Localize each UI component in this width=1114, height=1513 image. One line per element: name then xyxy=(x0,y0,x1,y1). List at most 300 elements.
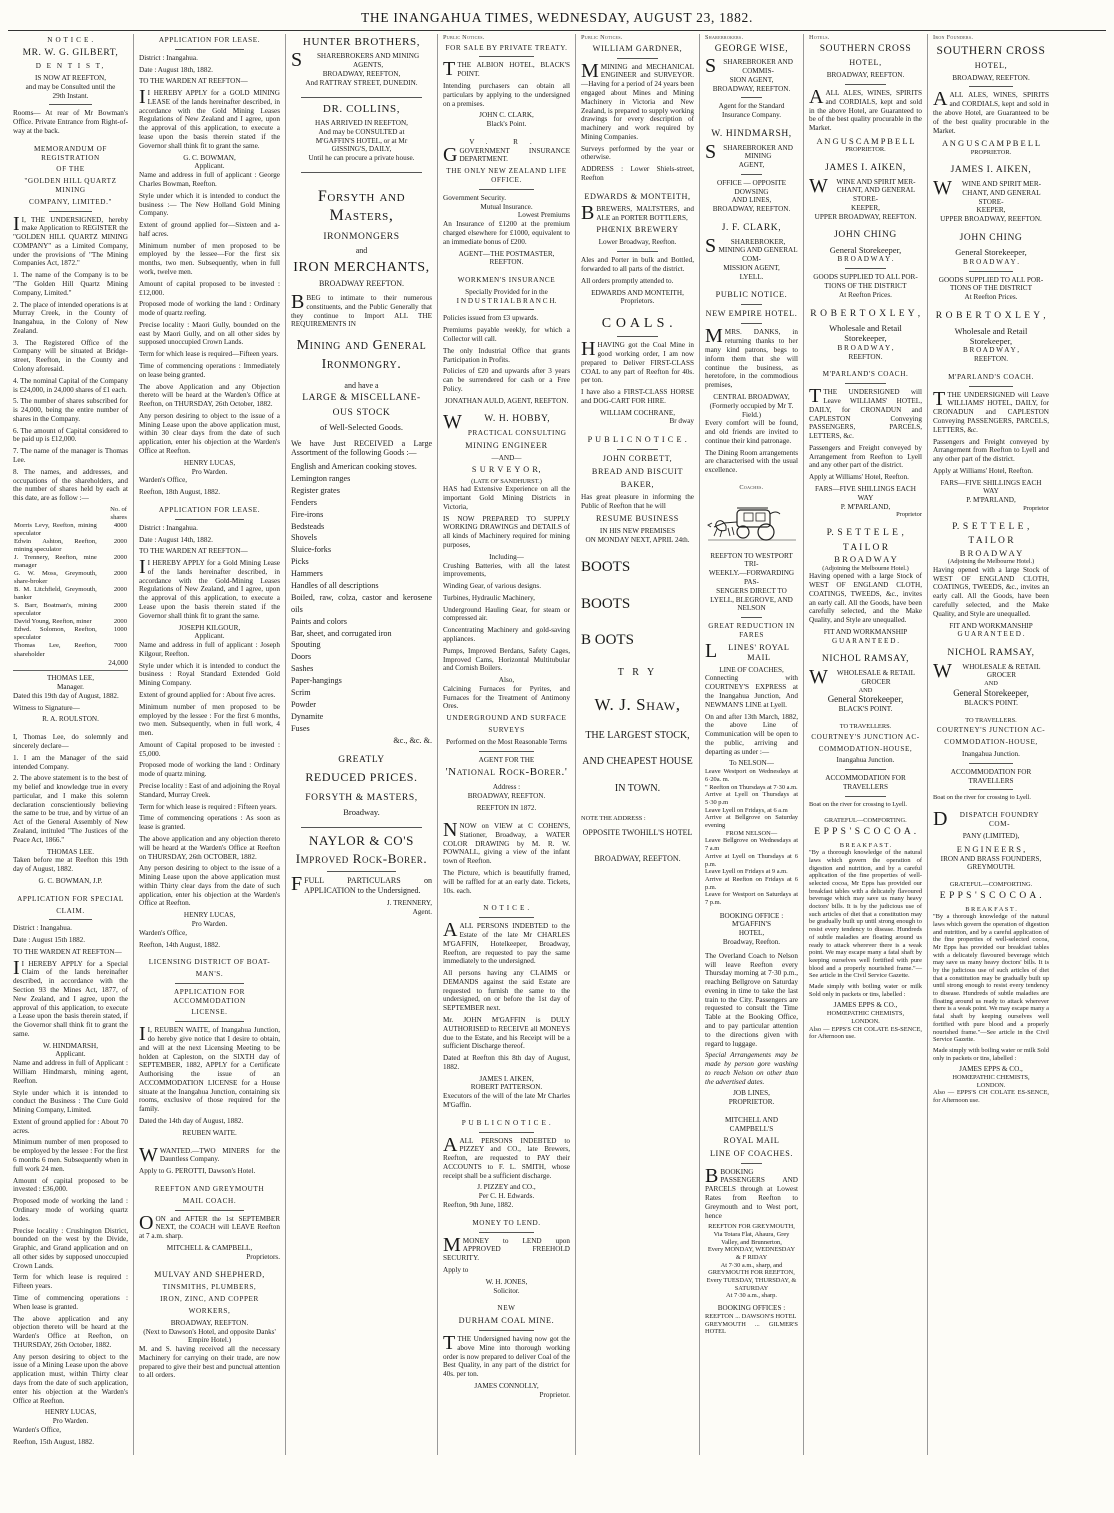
ad-dr-collins xyxy=(291,103,432,163)
list-item: &c., &c. &. xyxy=(393,735,432,745)
albion-signer-address: Black's Point. xyxy=(486,120,527,129)
table-row xyxy=(13,626,128,642)
epps-name: E P P S ' S C O C O A . xyxy=(814,827,917,838)
mulvay-body: M. and S. having received all the necessary Machinery for carrying on their trade, are now prepared to give their best and punctual attention to all orders. xyxy=(139,1345,280,1380)
coaches-signer-role: PROPRIETOR. xyxy=(728,1098,775,1107)
list-item: At 7·30 a.m., sharp, and xyxy=(720,1261,783,1269)
hobby-including: Including— xyxy=(489,552,524,561)
courtney2-name1: COURTNEY'S JUNCTION AC- xyxy=(936,726,1046,735)
boots-address2: BROADWAY, REEFTON. xyxy=(594,854,681,864)
ad-naylor-rock-borer xyxy=(291,833,432,917)
dispatch-role2: IRON AND BRASS FOUNDERS, xyxy=(940,854,1042,863)
ad-memorandum-registration xyxy=(13,145,128,724)
epps2-sub: B R E A K F A S T . xyxy=(965,905,1017,913)
settele-note: (Adjoining the Melbourne Hotel.) xyxy=(822,564,909,572)
lease2-office: Warden's Office, xyxy=(139,928,188,937)
ramsay-role1: W WHOLESALE & RETAIL GROCER xyxy=(809,666,915,689)
boots-word-2: BOOTS xyxy=(581,595,631,612)
list-item: Fuses xyxy=(291,723,310,733)
lease2-field-6: Proposed mode of working the land : Ordinary mode of quartz mining. xyxy=(139,761,280,779)
list-item: Fenders xyxy=(291,497,317,507)
shareholder-shares: 2000 xyxy=(113,602,127,610)
list-item: Leave Westport on Wednesdays at 6·20a. m. xyxy=(705,768,798,783)
section-head-coaches: Coaches. xyxy=(739,483,764,491)
column-container xyxy=(8,34,1106,1455)
list-item: Bar, sheet, and corrugated iron xyxy=(291,628,392,638)
royalmail-line2: LINE OF COACHES. xyxy=(709,1148,794,1158)
forsyth-big1: Mining and General xyxy=(296,338,427,354)
list-item: " Reefton on Thursdays at 7·30 a.m. xyxy=(705,783,798,791)
ad-forsyth-masters xyxy=(291,187,432,818)
forsyth-received: We have Just RECEIVED a Large Assortment of the following Goods :— xyxy=(291,438,432,458)
insurance-line3: Lowest Premiums xyxy=(517,211,570,220)
forsyth-big2: Ironmongry. xyxy=(321,357,402,373)
lease-field-5: Amount of capital proposed to be invested : £12,000. xyxy=(139,279,280,297)
gilbert-name: MR. W. G. GILBERT, xyxy=(22,47,119,58)
lease2-district: District : Inangahua. xyxy=(139,523,198,532)
aiken-line2: CHANT, AND GENERAL STORE- xyxy=(836,186,916,204)
albion-note: Intending purchasers can obtain all particulars by applying to the undersigned on a premises. xyxy=(443,82,570,108)
memo-item-8: 8. The names, and addresses, and occupations of the shareholders, and the number of shares held by each at this date, are as follow :— xyxy=(13,467,128,503)
wise-address: BROADWAY, REEFTON. xyxy=(712,84,791,93)
ad-edwards-monteith xyxy=(581,192,694,306)
ching-name: JOHN CHING xyxy=(834,230,897,241)
ad-nichol-ramsay xyxy=(809,654,922,714)
ching2-name: JOHN CHING xyxy=(959,232,1023,243)
ramsay-address: BLACK'S POINT. xyxy=(838,705,893,714)
coaches-line4: LYELL, BLEGROVE, AND NELSON xyxy=(710,595,793,613)
epps2-firm: JAMES EPPS & CO., xyxy=(959,1065,1023,1074)
hobby-item-6: Pumps, Improved Berdans, Safety Cages, Improved Cams, Horizontal Multitubular and Cornish Boilers. xyxy=(443,646,570,673)
courtney2-body: ACCOMMODATION FOR TRAVELLERS xyxy=(950,767,1032,785)
southern2-proprietor-role: PROPRIETOR. xyxy=(970,148,1012,156)
hindmarsh-name: W. HINDMARSH, xyxy=(711,128,792,139)
albion-title: FOR SALE BY PRIVATE TREATY. xyxy=(445,43,568,52)
courtney2-title: TO TRAVELLERS. xyxy=(965,716,1017,724)
shareholder-total: 24,000 xyxy=(108,658,128,667)
ad-mcgaffin-estate-notice xyxy=(443,904,570,1109)
insurance-body: An Insurance of £1200 at the premium charged elsewhere for £1000, equivalent to an immediate bonus of £200. xyxy=(443,220,570,246)
ching-role: General Storekeeper, xyxy=(829,245,902,256)
gardner-name: WILLIAM GARDNER, xyxy=(592,43,683,53)
list-item: Leave Bellgrove on Wednesdays at 7 a.m xyxy=(705,837,798,853)
settele-name: P. S E T T E L E , xyxy=(826,528,905,539)
aiken-line1: W WINE AND SPIRIT MER- xyxy=(809,174,916,197)
shareholder-shares: 2000 xyxy=(113,554,127,562)
empire-body3: The Dining Room arrangements are characterised with the usual excellence. xyxy=(705,448,798,475)
settele-guarantee2: G U A R A N T E E D . xyxy=(831,636,900,645)
lease2-to: TO THE WARDEN AT REEFTON— xyxy=(139,547,248,556)
shareholder-name: David Young, Reefton, miner xyxy=(14,618,92,626)
list-item: Paper-hangings xyxy=(291,676,342,686)
shareholder-shares: 1000 xyxy=(113,626,127,634)
column-6 xyxy=(700,34,804,1455)
parland2-body: TTHE UNDERSIGNED will Leave WILLIAMS' HOTEL, DAILY, for CRONADUN and CAPLESTON Conveying PASSENGERS, PARCELS, LETTERS, &c. xyxy=(933,387,1049,434)
forsyth-name: Forsyth and Masters, xyxy=(317,187,406,225)
ad-w-hindmarsh xyxy=(705,129,798,214)
boots-line3: IN TOWN. xyxy=(614,782,661,794)
ad-settele-tailor-dup xyxy=(933,522,1049,639)
lease-applicant: G. C. BOWMAN, xyxy=(183,153,236,162)
shaw-name: W. J. Shaw, xyxy=(594,695,681,715)
table-row xyxy=(13,554,128,570)
coaches-to-nelson: To NELSON— xyxy=(729,759,774,768)
hobby-item-3: Turbines, Hydraulic Machinery, xyxy=(443,593,535,602)
shareholder-shares: 7000 xyxy=(113,642,127,650)
hindmarsh-role2: AGENT, xyxy=(738,161,765,170)
lease-field-1: Name and address in full of applicant : George Charles Bowman, Reefton. xyxy=(139,171,280,188)
column-4 xyxy=(438,34,576,1455)
edwards-role: BBREWERS, MALTSTERS, and ALE an PORTER BOTTLERS, xyxy=(581,201,694,224)
declaration-signer: THOMAS LEE. xyxy=(46,847,95,856)
hobby-body2: IS NOW PREPARED TO SUPPLY WORKING DRAWINGS and DETAILS of all kinds of Machinery required for mining purposes, xyxy=(443,514,570,549)
miners-apply: Apply to G. PEROTTI, Dawson's Hotel. xyxy=(139,1167,256,1176)
aiken2-line1: W WINE AND SPIRIT MER- xyxy=(933,177,1042,199)
coals-body2: I have also a FIRST-CLASS HORSE and DOG-CART FOR HIRE. xyxy=(581,388,694,405)
memo-item-5: 5. The number of shares subscribed for is 24,000, being the entire number of shares in the Company. xyxy=(13,397,128,423)
ad-southern-cross-hotel-dup xyxy=(933,44,1049,157)
hobby-item-7: Also, xyxy=(498,676,515,685)
epps2-name: E P P S ' S C O C O A . xyxy=(939,890,1043,901)
coaches-booking2: HOTEL, xyxy=(738,929,765,938)
lease-office: Warden's Office, xyxy=(139,476,188,485)
hobby-survey2: SURVEYS xyxy=(488,726,525,735)
lease-district: District : Inangahua. xyxy=(139,53,198,62)
notice2-body: AALL PERSONS INDEBTED to PIZZEY and CO., late Brewers, Reefton, are requested to PAY their ACCOUNTS to F. L. SMITH, whose receipt shall be a sufficient discharge. xyxy=(443,1133,570,1180)
coaches-booking1: BOOKING OFFICE : M'GAFFIN'S xyxy=(719,911,784,929)
lease2-applicant-role: Applicant. xyxy=(194,632,225,641)
cohen-body2: The Picture, which is beautifully framed, will be raffled for at an early date. Tickets, 10s. each. xyxy=(443,869,570,895)
coaches-line1: REEFTON TO WESTPORT TRI- xyxy=(710,551,793,569)
ad-durham-coal-mine xyxy=(443,1304,570,1399)
table-row xyxy=(13,570,128,586)
collins-name: DR. COLLINS, xyxy=(322,102,401,115)
declaration-jp: G. C. BOWMAN, J.P. xyxy=(38,876,103,885)
coaches-body: Connecting with COURTNEY'S EXPRESS at the Inangahua Junction, And NEWMAN'S LINE at Lyell. xyxy=(705,674,798,709)
list-item: Doors xyxy=(291,652,312,662)
hobby-item-5: Concentrating Machinery and gold-saving appliances. xyxy=(443,626,570,643)
special-claim-clerk-role: Pro Warden. xyxy=(52,1417,89,1426)
hobby-address: BROADWAY, REEFTON. xyxy=(467,791,546,800)
shareholder-table xyxy=(13,506,128,659)
ad-shaw-boots xyxy=(581,558,694,864)
boots-try: T R Y xyxy=(617,667,658,679)
licensing-title1: LICENSING DISTRICT OF BOAT- xyxy=(148,958,271,967)
list-item: Every MONDAY, WEDNESDAY & F RIDAY xyxy=(707,1246,796,1262)
forsyth-reduced: REDUCED PRICES. xyxy=(305,770,418,785)
empire-body: MMRS. DANKS, in returning thanks to her many kind patrons, begs to inform them that she will continue the business, as heretofore, in the commodious premises, xyxy=(705,325,798,390)
special-claim-applicant-role: Applicant. xyxy=(55,1050,86,1059)
lease-field-2: Style under which it is intended to conduct the business :— The New Holland Gold Mining Company. xyxy=(139,191,280,218)
special-claim-body: I I HEREBY APPLY for a Special Claim of the lands hereinafter described, in accordance with the Section 93 the Mines Act, 1877, of New Zealand, and I agree, upon the approval of this application, to execute a Lease upon the basis therein stated, if the Governor shall think fit to grant the same. xyxy=(13,956,128,1038)
royalmail-routes xyxy=(705,1223,798,1300)
notice-title: N O T I C E . xyxy=(483,904,530,913)
mulvay-address: BROADWAY, REEFTON. xyxy=(170,1318,249,1327)
lease-to: TO THE WARDEN AT REEFTON— xyxy=(139,77,248,86)
list-item: Sluice-forks xyxy=(291,545,332,555)
ad-miners-wanted xyxy=(139,1143,280,1176)
ad-gilbert-dentist xyxy=(13,36,128,136)
ad-epps-cocoa xyxy=(809,817,922,1041)
mailcoach-title2: MAIL COACH. xyxy=(182,1196,237,1205)
memo-intro: I I, THE UNDERSIGNED, hereby make Application to REGISTER the "GOLDEN HILL QUARTZ MINING COMPANY" as a Limited Company, under the provisions of "The Mining Companies Act, 1872." xyxy=(13,212,128,268)
ad-new-empire-hotel xyxy=(705,290,798,475)
hobby-item-8: Calcining Furnaces for Pyrites, and Furnaces for the Treatment of Antimony Ores. xyxy=(443,684,570,711)
epps-firm-role: HOMŒPATHIC CHEMISTS, xyxy=(826,1010,905,1018)
memo-title1: MEMORANDUM OF REGISTRATION xyxy=(33,144,108,162)
ad-cohen-painting xyxy=(443,819,570,895)
hobby-address-label: Address : xyxy=(492,782,521,791)
epps-body: "By a thorough knowledge of the natural laws which govern the operation of digestion and nutrition, and by a careful application of the fine properties of well-selected cocoa, Mr Epps has provided our breakfast tables with a delicately flavoured beverage which may save us many heavy doctors' bills. It is by the judicious use of such articles of diet that a constitution may be gradually built up until strong enough to resist every tendency to disease. Hundreds of subtle maladies are floating around us ready to attack wherever there is a weak point. We may escape many a fatal shaft by keeping ourselves well fortified with pure blood and a properly nourished frame."—See article in the Civil Service Gazette. xyxy=(809,849,922,980)
corbett-trade1: BREAD AND BISCUIT xyxy=(591,467,684,477)
ad-hobby-engineer xyxy=(443,411,570,813)
ad-courtney-junction xyxy=(809,723,922,808)
coal-signer-role: Proprietor. xyxy=(539,1390,570,1399)
list-item: Dynamite xyxy=(291,711,324,721)
coaches-signer: JOB LINES, xyxy=(733,1089,770,1098)
forsyth-firm-address: Broadway. xyxy=(343,807,380,818)
shareholder-name: B. M. Litchfield, Greymouth, banker xyxy=(14,586,97,602)
lease2-objection: The above application and any objection thereto will be heard at the Warden's Office at Reefton on THURSDAY, 26th OCTOBER, 1882. xyxy=(139,834,280,861)
shareholder-name: J. Trennery, Reefton, mine manager xyxy=(14,554,97,570)
table-row xyxy=(13,642,128,658)
hunter-line1: S SHAREBROKERS AND MINING xyxy=(291,49,420,72)
epps2-also: Also — EPPS'S CH COLATE ES-SENCE, for Afternoon use. xyxy=(933,1089,1049,1105)
hobby-and: —AND— xyxy=(491,453,522,462)
epps2-firm-city: LONDON. xyxy=(976,1081,1006,1089)
declaration-taken: Taken before me at Reefton this 19th day of August, 1882. xyxy=(13,856,128,874)
boots-word-3: B OOTS xyxy=(581,631,634,648)
aiken2-line2: CHANT, AND GENERAL STORE- xyxy=(962,188,1041,206)
forsyth-greatly: GREATLY xyxy=(338,755,385,766)
lease2-field-1: Name and address in full of applicant : Joseph Kilgour, Reefton. xyxy=(139,641,280,658)
masthead: THE INANGAHUA TIMES, WEDNESDAY, AUGUST 23, 1882. xyxy=(8,10,1106,31)
edwards-body: Ales and Porter in bulk and Bottled, forwarded to all parts of the district. xyxy=(581,256,694,273)
table-row xyxy=(13,586,128,602)
corbett-trade2: BAKER, xyxy=(620,480,655,490)
section-head-public-notices: Public Notices. xyxy=(443,34,485,41)
licensing-subtitle1: APPLICATION FOR ACCOMMODATION xyxy=(173,987,246,1005)
ad-george-wise xyxy=(705,44,798,120)
notice-signer2: ROBERT PATTERSON. xyxy=(470,1083,543,1092)
lease-clerk: HENRY LUCAS, xyxy=(183,458,236,467)
lease2-field-2: Style under which it is intended to conduct the business : Royal Standard Extended Gold Mining Company. xyxy=(139,661,280,688)
edwards-brewery: PHŒNIX BREWERY xyxy=(596,225,679,235)
edwards-firm-role: Proprietors. xyxy=(620,297,655,306)
insurance-line2: Mutual Insurance. xyxy=(480,202,533,211)
corbett-name: JOHN CORBETT, xyxy=(602,454,673,464)
special-claim-field-6: Proposed mode of working the land : Ordinary mode of working quartz lodes. xyxy=(13,1197,128,1223)
wise-role1: SSHAREBROKER AND COMMIS- xyxy=(705,55,793,78)
southern-name1: SOUTHERN CROSS xyxy=(819,43,912,54)
lease-field-6: Proposed mode of working the land : Ordinary mode of quartz reefing. xyxy=(139,300,280,318)
coaches-overland: The Overland Coach to Nelson will leave Reefton every Thursday morning at 7·30 p.m., reaching Bellgrove on Saturday evening in time to take the last train to the City. Passengers are requested to consult the Time Table at the Booking Office, and to pay particular attention to the directions given with regard to luggage. xyxy=(705,951,798,1048)
ramsay-role2: General Storekeeper, xyxy=(827,694,904,705)
money-signer-role: Solicitor. xyxy=(493,1286,520,1295)
hobby-rock-borer: 'National Rock-Borer.' xyxy=(445,766,568,779)
epps2-body: "By a thorough knowledge of the natural laws which govern the operation of digestion and nutrition, and by a careful application of the fine properties of well-selected cocoa, Mr Epps has provided our breakfast tables with a delicately flavoured beverage which may save us many heavy doctors' bills. It is by the judicious use of such articles of diet that a constitution may be gradually built up until strong enough to resist every tendency to disease. Hundreds of subtle maladies are floating around us ready to attack wherever there is a weak point. We may escape many a fatal shaft by keeping ourselves well fortified with pure blood and a properly nourished frame."—See article in the Civil Service Gazette. xyxy=(933,913,1049,1044)
licensing-title2: MAN'S. xyxy=(195,970,224,979)
forsyth-trade2: IRON MERCHANTS, xyxy=(293,260,430,276)
coaches-schedule xyxy=(705,768,798,906)
hunter-name: HUNTER BROTHERS, xyxy=(302,36,421,48)
epps2-title: GRATEFUL—COMFORTING. xyxy=(949,881,1033,889)
mailcoach-title1: REEFTON AND GREYMOUTH xyxy=(154,1184,265,1193)
wise-name: GEORGE WISE, xyxy=(714,43,789,54)
special-claim-office: Warden's Office, xyxy=(13,1425,62,1434)
hobby-name4: S U R V E Y O R, xyxy=(471,464,542,474)
parland2-signer: P. M'PARLAND, xyxy=(966,496,1016,505)
notice-signer1: JAMES I. AIKEN, xyxy=(479,1074,534,1083)
oxley2-name: R O B E R T O X L E Y , xyxy=(935,310,1047,321)
workmen-title: WORKMEN'S INSURANCE xyxy=(457,276,556,285)
shareholder-shares: 2000 xyxy=(113,586,127,594)
epps-also: Also — EPPS'S CH COLATE ES-SENCE, for Afternoon use. xyxy=(809,1025,922,1041)
stagecoach-illustration xyxy=(706,496,798,548)
parland-fares: FARS—FIVE SHILLINGS EACH WAY xyxy=(815,484,916,502)
oxley2-role2: Storekeeper, xyxy=(969,335,1013,346)
gardner-body2: Surveys performed by the year or otherwise. xyxy=(581,144,694,162)
ad-coals-cochrane xyxy=(581,315,694,426)
ad-pizzey-notice xyxy=(443,1119,570,1210)
oxley2-address2: REEFTON. xyxy=(973,355,1008,364)
ramsay2-name: NICHOL RAMSAY, xyxy=(947,648,1035,659)
boots-line1: THE LARGEST STOCK, xyxy=(585,730,690,742)
column-5 xyxy=(576,34,700,1455)
shareholder-name: Thomas Lee, Reefton, shareholder xyxy=(14,642,97,658)
lease2-field-4: Minimum number of men proposed to be employed by the lessee : For the first 6 months, two men. Subsequently, when in full work, 4 men. xyxy=(139,702,280,738)
hobby-body: HAS had Extensive Experience on all the important Gold Mining Districts in Victoria, xyxy=(443,485,570,511)
ad-mparland-coach xyxy=(809,370,922,519)
ad-nichol-ramsay-dup xyxy=(933,648,1049,708)
lease-clerk-role: Pro Warden. xyxy=(191,467,228,476)
memo-signer: THOMAS LEE, xyxy=(46,674,95,683)
dispatch-address: GREYMOUTH. xyxy=(967,863,1015,872)
settele2-name: P. S E T T E L E , xyxy=(952,521,1030,532)
oxley-name: R O B E R T O X L E Y , xyxy=(810,308,921,319)
forsyth-goods-list xyxy=(291,461,432,746)
list-item: Lemington ranges xyxy=(291,473,351,483)
section-head-hotels: Hotels. xyxy=(809,34,830,41)
oxley-address2: REEFTON. xyxy=(848,352,883,361)
ad-special-claim xyxy=(13,895,128,1447)
courtney-note: Boat on the river for crossing to Lyell. xyxy=(809,800,907,808)
table-row xyxy=(13,522,128,538)
collins-line5: Until he can procure a private house. xyxy=(308,154,415,163)
collins-line1: HAS ARRIVED IN REEFTON, xyxy=(315,118,408,127)
courtney2-address: Inangahua Junction. xyxy=(962,749,1020,758)
ramsay-and: AND xyxy=(858,686,873,694)
lease-objection2: Any person desiring to object to the issue of a Mining Lease upon the above application must, within 30 clear days from the date of such application, enter his objection at the Warden's Office at Reefton. xyxy=(139,411,280,456)
epps-firm-city: LONDON. xyxy=(851,1017,880,1025)
section-head-public-notices-2: Public Notices. xyxy=(581,34,623,41)
vr-monogram: V. R. xyxy=(469,137,544,146)
gardner-address: ADDRESS : Lower Shiels-street, Reefton xyxy=(581,165,694,183)
col-shares: No. of shares xyxy=(110,505,127,521)
mailcoach-firm-role: Proprietors. xyxy=(246,1252,280,1261)
forsyth-address: BROADWAY REEFTON. xyxy=(318,279,405,289)
lease-office-date: Reefton, 18th August, 1882. xyxy=(139,488,221,497)
clark-name: J. F. CLARK, xyxy=(721,222,782,233)
southern2-proprietor: A N G U S C A M P B E L L xyxy=(941,138,1041,149)
settele2-address: B R O A D W A Y xyxy=(959,547,1023,558)
shareholder-shares: 2000 xyxy=(113,570,127,578)
ad-corbett-baker xyxy=(581,435,694,544)
list-item: Hammers xyxy=(291,569,323,579)
oxley2-address1: B R O A D W A Y , xyxy=(962,346,1020,355)
royalmail-line1: ROYAL MAIL xyxy=(723,1135,780,1145)
notice2-signer: J. PIZZEY and CO., xyxy=(477,1183,536,1192)
edwards-address: Lower Broadway, Reefton. xyxy=(598,238,677,247)
forsyth-stock1: LARGE & MISCELLANE- xyxy=(302,393,421,404)
ad-hunter-brothers xyxy=(291,36,432,88)
licensing-dated: Dated the 14th day of August, 1882. xyxy=(139,1117,244,1126)
lease-date: Date : August 18th, 1882. xyxy=(139,65,213,74)
licensing-signer: REUBEN WAITE. xyxy=(182,1128,237,1137)
list-item: REEFTON ... DAWSON'S HOTEL xyxy=(705,1312,797,1320)
licensing-body: I I, REUBEN WAITE, of Inangahua Junction, do hereby give notice that I desire to obtain, and will at the next Licensing Meeting to be holden at Capleston, on the SIXTH day of SEPTEMBER, 1882, APPLY for a Certificate Authorising the issue of an ACCOMMODATION LICENSE for a House situate at the Inangahua Junction, containing six rooms, exclusive of those required for the family. xyxy=(139,1023,280,1114)
list-item: At 7·30 a.m., sharp. xyxy=(726,1292,777,1300)
ad-mulvay-shepherd xyxy=(139,1270,280,1380)
epps2-firm-role: HOMŒPATHIC CHEMISTS, xyxy=(952,1074,1030,1082)
dispatch-name2: PANY (LIMITED), xyxy=(962,831,1020,840)
southern-body: AALL ALES, WINES, SPIRITS and CORDIALS, kept and sold in the above Hotel, are Guaranteed to be of the best quality procurable in the Market. xyxy=(809,86,922,133)
ad-declaration xyxy=(13,733,128,886)
table-row xyxy=(13,602,128,618)
lease-title: APPLICATION FOR LEASE. xyxy=(158,36,261,44)
lease-applicant-role: Applicant. xyxy=(194,162,225,171)
hindmarsh-office1: OFFICE — OPPOSITE DOWSING xyxy=(716,178,787,196)
list-item: REEFTON FOR GREYMOUTH, xyxy=(708,1223,795,1231)
column-1 xyxy=(8,34,134,1455)
special-claim-objection: The above application and any objection thereto will be heard at the Warden's Office at Reefton, on THURSDAY, 26th October, 1882. xyxy=(13,1314,128,1349)
hindmarsh-office2: AND LINES, xyxy=(731,196,772,205)
lease2-clerk-role: Pro Warden. xyxy=(191,919,228,928)
naylor-product: Improved Rock-Borer. xyxy=(295,851,428,867)
boots-address: OPPOSITE TWOHILL'S HOTEL xyxy=(582,828,693,838)
gilbert-line1: IS NOW AT REEFTON, xyxy=(34,74,107,83)
southern-proprietor: A N G U S C A M P B E L L xyxy=(816,135,915,146)
memo-item-1: 1. The name of the Company is to be "The Golden Hill Quartz Mining Company, Limited." xyxy=(13,271,128,297)
albion-body: TTHE ALBION HOTEL, BLACK'S POINT. xyxy=(443,58,570,81)
list-item: Arrive at Reefton on Fridays at 6 p.m. xyxy=(705,875,798,891)
settele2-guarantee2: G U A R A N T E E D . xyxy=(957,630,1025,639)
list-item: Handles of all descriptions xyxy=(291,580,379,590)
memo-title2: OF THE xyxy=(56,165,85,174)
money-body: MMONEY to LEND upon APPROVED FREEHOLD SECURITY. xyxy=(443,1233,570,1263)
ching2-role: General Storekeeper, xyxy=(955,247,1027,258)
naylor-body: FFULL PARTICULARS on APPLICATION to the Undersigned. xyxy=(291,873,432,896)
col-blank xyxy=(13,506,98,522)
boots-note: NOTE THE ADDRESS : xyxy=(581,814,646,822)
ad-epps-cocoa-dup xyxy=(933,881,1049,1105)
oxley-role2: Storekeeper, xyxy=(844,333,887,344)
pubnotice-title: P U B L I C N O T I C E . xyxy=(587,435,688,445)
shareholder-name: Edwd. Solomon, Reefton, speculator xyxy=(14,626,97,642)
shareholder-shares: 4000 xyxy=(113,522,127,530)
lease2-field-7: Precise locality : East of and adjoining the Royal Standard, Murray Creek. xyxy=(139,782,280,799)
royalmail-offices xyxy=(705,1313,798,1336)
ad-courtney-junction-dup xyxy=(933,717,1049,802)
courtney-name1: COURTNEY'S JUNCTION AC- xyxy=(811,732,920,741)
special-claim-field-4: Minimum number of men proposed to be employed by the lessee : For the first 6 months 6 men. Subsequently when in full work 24 men. xyxy=(13,1138,128,1173)
ad-william-gardner xyxy=(581,44,694,183)
lease-body: I I HEREBY APPLY for a GOLD MINING LEASE of the lands hereinafter described, in accordance with the Gold Mining Leases Regulations of New Zealand and I agree, upon the approval of this application, to execute a lease upon the basis therein stated if the Governor shall think fit to grant the same. xyxy=(139,86,280,150)
empire-body2: Every comfort will be found, and old friends are invited to continue their kind patronage. xyxy=(705,419,798,445)
special-claim-to: TO THE WARDEN AT REEFTON— xyxy=(13,947,122,956)
parland2-fares: FARS—FIVE SHILLINGS EACH WAY xyxy=(940,478,1042,496)
ad-dispatch-foundry xyxy=(933,807,1049,872)
